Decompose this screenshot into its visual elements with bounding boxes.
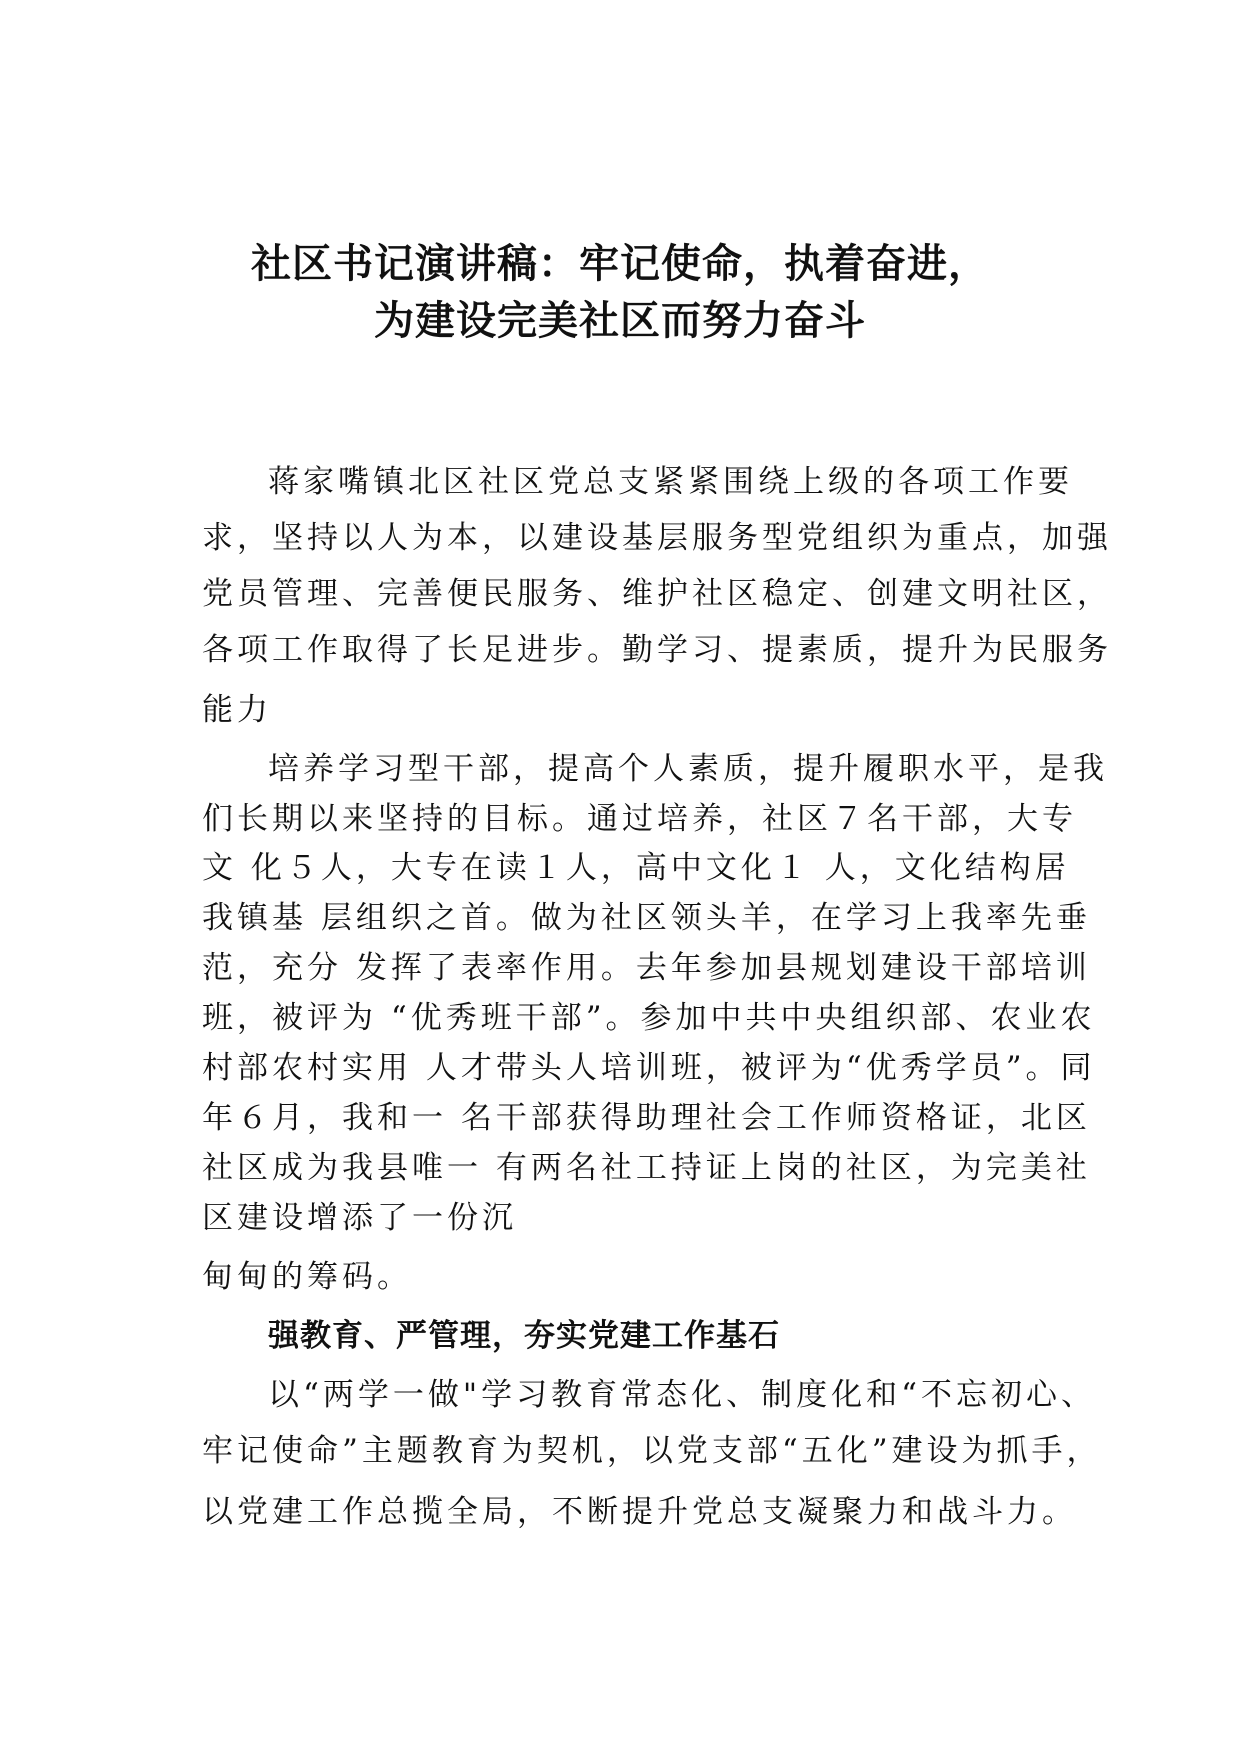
paragraph-line: 我镇基 层组织之首。做为社区领头羊，在学习上我率先垂 <box>202 900 1091 936</box>
paragraph-line: 各项工作取得了长足进步。勤学习、提素质，提升为民服务 <box>202 632 1112 668</box>
paragraph-line: 年６月，我和一 名干部获得助理社会工作师资格证，北区 <box>202 1100 1091 1136</box>
paragraph-line: 以党建工作总揽全局，不断提升党总支凝聚力和战斗力。 <box>202 1494 1077 1530</box>
paragraph-line: 区建设增添了一份沉 <box>202 1200 517 1236</box>
paragraph-line: 们长期以来坚持的目标。通过培养，社区７名干部，大专 <box>202 801 1077 837</box>
paragraph-line: 以“两学一做"学习教育常态化、制度化和“不忘初心、 <box>268 1377 1096 1413</box>
paragraph-line: 甸甸的筹码。 <box>202 1259 412 1295</box>
paragraph-line: 牢记使命”主题教育为契机，以党支部“五化”建设为抓手， <box>202 1433 1102 1469</box>
paragraph-line: 能力 <box>202 692 272 728</box>
paragraph-line: 蒋家嘴镇北区社区党总支紧紧围绕上级的各项工作要 <box>268 464 1073 500</box>
paragraph-line: 求，坚持以人为本，以建设基层服务型党组织为重点，加强 <box>202 520 1112 556</box>
paragraph-line: 班，被评为 “优秀班干部”。参加中共中央组织部、农业农 <box>202 1000 1096 1036</box>
paragraph-line: 范，充分 发挥了表率作用。去年参加县规划建设干部培训 <box>202 950 1091 986</box>
paragraph-line: 社区成为我县唯一 有两名社工持证上岗的社区，为完美社 <box>202 1150 1091 1186</box>
paragraph-line: 党员管理、完善便民服务、维护社区稳定、创建文明社区， <box>202 576 1112 612</box>
section-heading: 强教育、严管理，夯实党建工作基石 <box>268 1318 780 1354</box>
document-title-line-1: 社区书记演讲稿：牢记使命，执着奋进， <box>251 241 989 287</box>
paragraph-line: 村部农村实用 人才带头人培训班，被评为“优秀学员”。同 <box>202 1050 1096 1086</box>
paragraph-line: 文 化５人，大专在读１人，高中文化１ 人，文化结构居 <box>202 850 1070 886</box>
paragraph-line: 培养学习型干部，提高个人素质，提升履职水平，是我 <box>268 751 1108 787</box>
document-title-line-2: 为建设完美社区而努力奋斗 <box>374 298 866 344</box>
